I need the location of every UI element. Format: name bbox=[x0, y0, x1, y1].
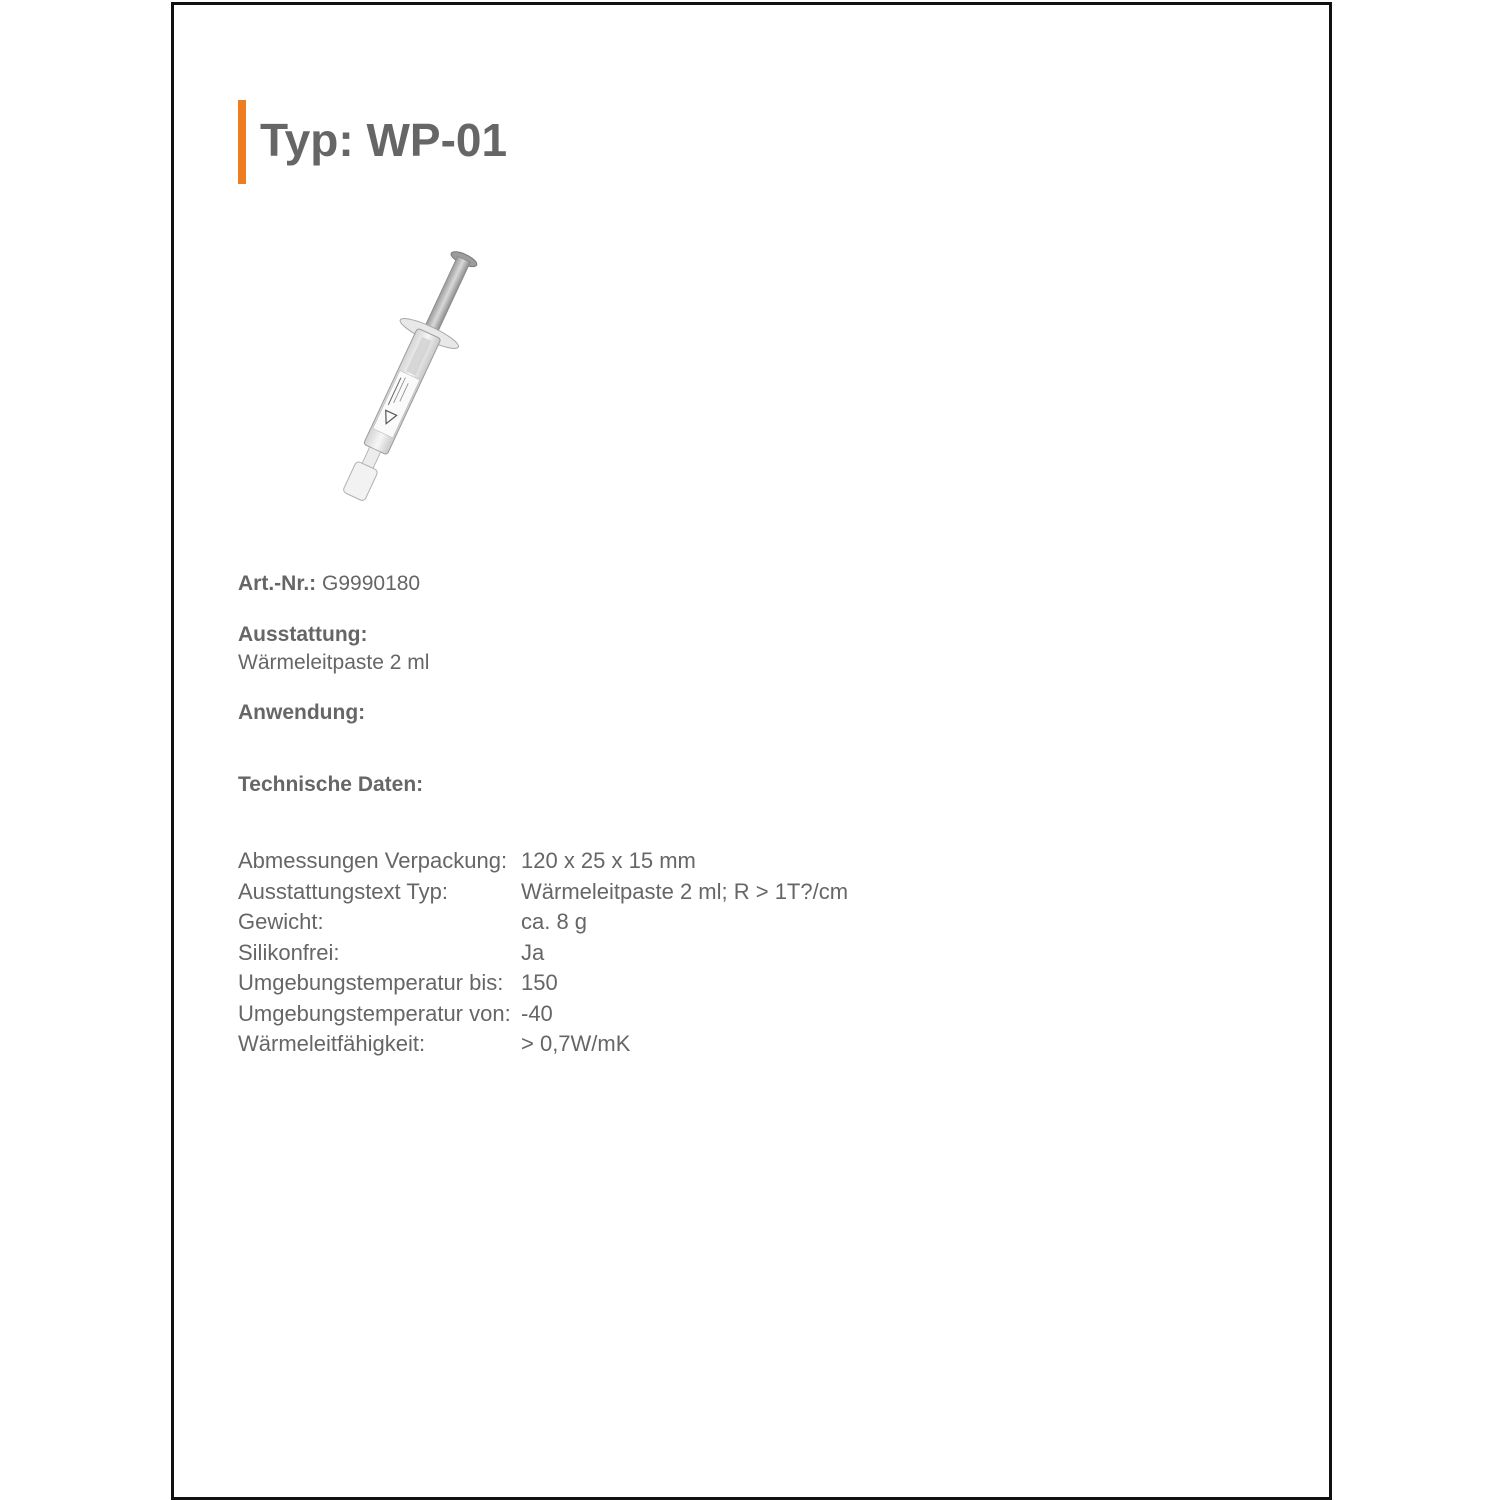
spec-key: Umgebungstemperatur bis: bbox=[238, 970, 504, 995]
article-number-line bbox=[238, 571, 420, 596]
syringe-icon bbox=[299, 225, 519, 530]
spec-key: Abmessungen Verpackung: bbox=[238, 848, 508, 873]
spec-value: ca. 8 g bbox=[521, 909, 588, 934]
title-accent-bar bbox=[238, 100, 246, 184]
table-row bbox=[238, 907, 848, 938]
page-title: Typ: WP-01 bbox=[260, 114, 508, 166]
spec-key: Silikonfrei: bbox=[238, 939, 340, 965]
datasheet-page bbox=[171, 2, 1332, 1500]
table-row bbox=[238, 1029, 848, 1060]
table-row bbox=[238, 877, 848, 908]
application-label: Anwendung: bbox=[238, 701, 366, 724]
spec-key: Wärmeleitfähigkeit: bbox=[238, 1031, 426, 1056]
spec-key: Ausstattungstext Typ: bbox=[238, 878, 448, 904]
table-row bbox=[238, 938, 848, 969]
technical-data-table bbox=[238, 846, 848, 1060]
article-number-label: Art.-Nr.: bbox=[238, 572, 317, 595]
table-row bbox=[238, 846, 848, 877]
spec-value: -40 bbox=[521, 1000, 553, 1026]
spec-key: Umgebungstemperatur von: bbox=[238, 1000, 511, 1026]
spec-value: 120 x 25 x 15 mm bbox=[521, 848, 696, 873]
technical-data-heading: Technische Daten: bbox=[238, 773, 424, 796]
article-number-value: G9990180 bbox=[322, 572, 421, 595]
spec-value: 150 bbox=[521, 970, 558, 995]
table-row bbox=[238, 968, 848, 999]
equipment-label: Ausstattung: bbox=[238, 623, 368, 646]
spec-key: Gewicht: bbox=[238, 909, 324, 934]
spec-value: > 0,7W/mK bbox=[521, 1031, 631, 1056]
equipment-value: Wärmeleitpaste 2 ml bbox=[238, 651, 430, 674]
table-row bbox=[238, 999, 848, 1030]
spec-value: Ja bbox=[521, 939, 545, 965]
spec-value: Wärmeleitpaste 2 ml; R > 1T?/cm bbox=[521, 878, 849, 904]
